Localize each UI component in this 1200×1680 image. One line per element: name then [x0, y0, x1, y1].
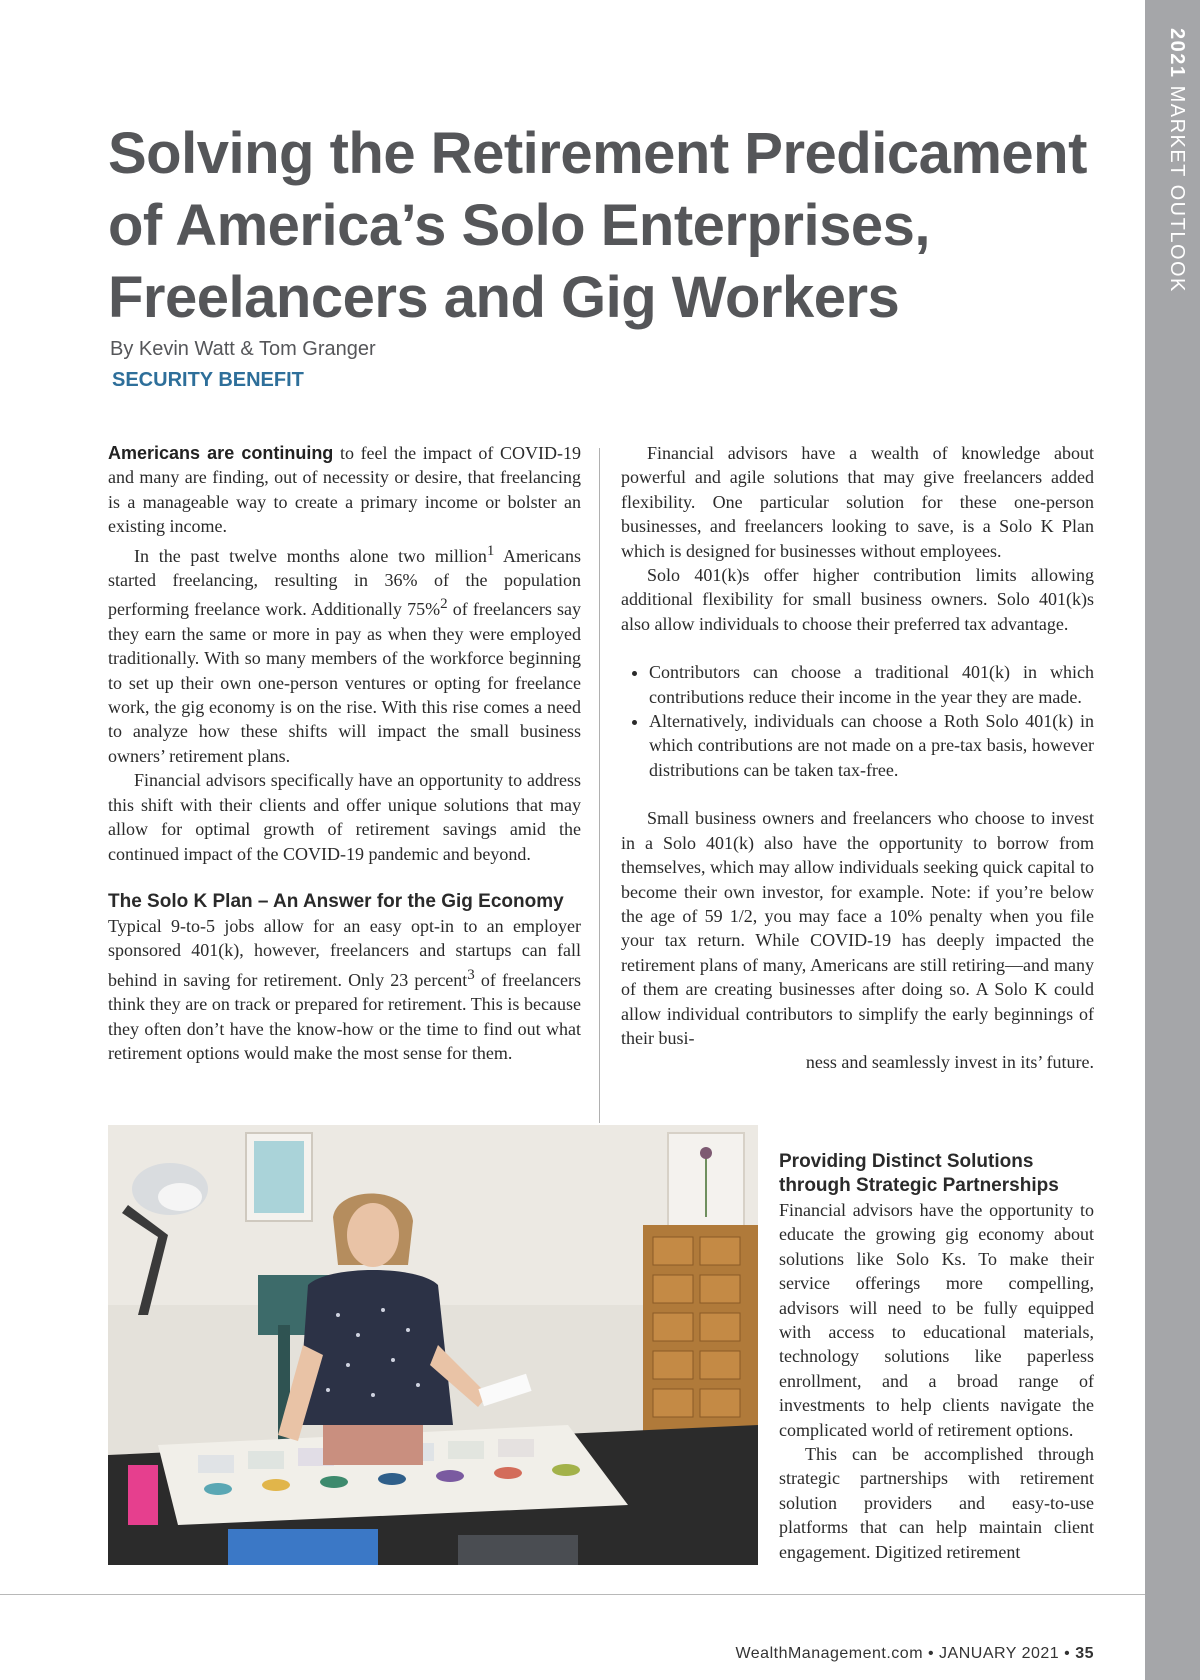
intro-text: to feel the impact of COVID-19 and many are finding, out of necessity or desire, that freelancing is a manageable way to create a primary income or bolster an existing income.	[108, 443, 581, 537]
stats-text-a: In the past twelve months alone two million	[134, 545, 487, 566]
intro-paragraph	[108, 441, 581, 539]
footer-divider	[0, 1594, 1145, 1595]
author-company: SECURITY BENEFIT	[112, 369, 304, 391]
partnerships-paragraph: This can be accomplished through strategic partnerships with retirement solution providers and easy-to-use platforms that can help maintain client engagement. Digitized retirement	[779, 1444, 1094, 1562]
opportunity-paragraph: Financial advisors have the opportunity to educate the growing gig economy about solutions like Solo Ks. To make their service offerings more compelling, advisors will need to be fully equipped with access to educational materials, technology solutions like paperless enrollment, and a broad range of investments to help clients navigate the complicated world of retirement options.	[779, 1200, 1094, 1440]
title-line-2: of America’s Solo Enterprises,	[108, 193, 930, 258]
article-photo	[108, 1125, 758, 1565]
stats-paragraph	[108, 539, 581, 769]
lower-right-column	[779, 1150, 1094, 1564]
page-footer	[735, 1645, 1094, 1663]
lead-in: Americans are continuing	[108, 443, 334, 463]
byline: By Kevin Watt & Tom Granger	[110, 338, 376, 360]
footnote-ref-2: 2	[440, 596, 448, 613]
column-divider	[599, 448, 600, 1123]
solo-k-paragraph	[108, 914, 581, 1065]
stats-text-c: of freelancers say they earn the same or more in pay as when they were employed traditionally. With so many members of the workforce beginning to set up their own one-person ventures or opting for freelance work, the gig economy is on the rise. With this rise comes a need to analyze how these shifts will impact the small business owners’ retirement plans.	[108, 599, 581, 766]
title-line-3: Freelancers and Gig Workers	[108, 265, 900, 330]
section-heading-solo-k: The Solo K Plan – An Answer for the Gig Economy	[108, 890, 564, 912]
solo-k-text-a: Typical 9-to-5 jobs allow for an easy opt-in to an employer sponsored 401(k), however, freelancers and startups can fall behind in saving for retirement. Only 23 percent	[108, 915, 581, 990]
footnote-ref-1: 1	[486, 542, 495, 559]
limits-paragraph: Solo 401(k)s offer higher contribution limits allowing additional flexibility for small business owners. Solo 401(k)s also allow individuals to choose their preferred tax advantage.	[621, 565, 1094, 634]
list-item: • Alternatively, individuals can choose a Roth Solo 401(k) in which contributions are not made on a pre-tax basis, however distributions can be taken tax-free.	[649, 709, 1094, 782]
footer-site: WealthManagement.com	[735, 1645, 924, 1662]
left-column	[108, 441, 581, 1065]
footer-separator: •	[927, 1645, 935, 1662]
title-line-1: Solving the Retirement Predicament	[108, 121, 1087, 186]
footer-separator: •	[1064, 1645, 1071, 1662]
section-name: MARKET OUTLOOK	[1166, 85, 1188, 293]
borrow-text: Small business owners and freelancers who choose to invest in a Solo 401(k) also have the opportunity to borrow from themselves, which may allow individuals seeking quick capital to become their own investor, for example. Note: if you’re below the age of 59 1/2, you may face a 10% penalty when you file your tax return. While COVID-19 has deeply impacted the retirement plans of many, Americans are still retiring—and many of them are creating businesses after doing so. A Solo K could allow individual contributors to simplify the early beginnings of their busi-	[621, 808, 1094, 1048]
page-number: 35	[1075, 1645, 1094, 1662]
borrow-paragraph	[621, 806, 1094, 1074]
stats-text-b: Americans started freelancing, resulting in 36% of the population performing freelance work. Additionally 75%	[108, 545, 581, 620]
footnote-ref-3: 3	[467, 966, 475, 983]
borrow-text-tail: ness and seamlessly invest in its’ future.	[805, 1052, 1094, 1073]
solo-k-text-b: of freelancers think they are on track or prepared for retirement. This is because they often don’t have the know-how or the time to find out what retirement options would make the most sense for them.	[108, 969, 581, 1063]
list-item: • Contributors can choose a traditional 401(k) in which contributions reduce their income in the year they are made.	[649, 660, 1094, 709]
section-year: 2021	[1166, 28, 1188, 79]
section-heading-partnerships: Providing Distinct Solutions through Strategic Partnerships	[779, 1151, 1059, 1196]
article-title	[108, 118, 1118, 334]
knowledge-paragraph: Financial advisors have a wealth of knowledge about powerful and agile solutions that may give freelancers added flexibility. One particular solution for these one-person businesses, and freelancers looking to save, is a Solo K Plan which is designed for businesses without employees.	[621, 443, 1094, 561]
section-label	[1165, 28, 1188, 293]
options-list	[621, 660, 1094, 782]
advisors-paragraph: Financial advisors specifically have an opportunity to address this shift with their clients and offer unique solutions that may allow for optimal growth of retirement savings amid the continued impact of the COVID-19 pandemic and beyond.	[108, 770, 581, 864]
freelancer-workspace-image	[108, 1125, 758, 1565]
footer-issue: JANUARY 2021	[939, 1645, 1060, 1662]
right-column	[621, 441, 1094, 1075]
